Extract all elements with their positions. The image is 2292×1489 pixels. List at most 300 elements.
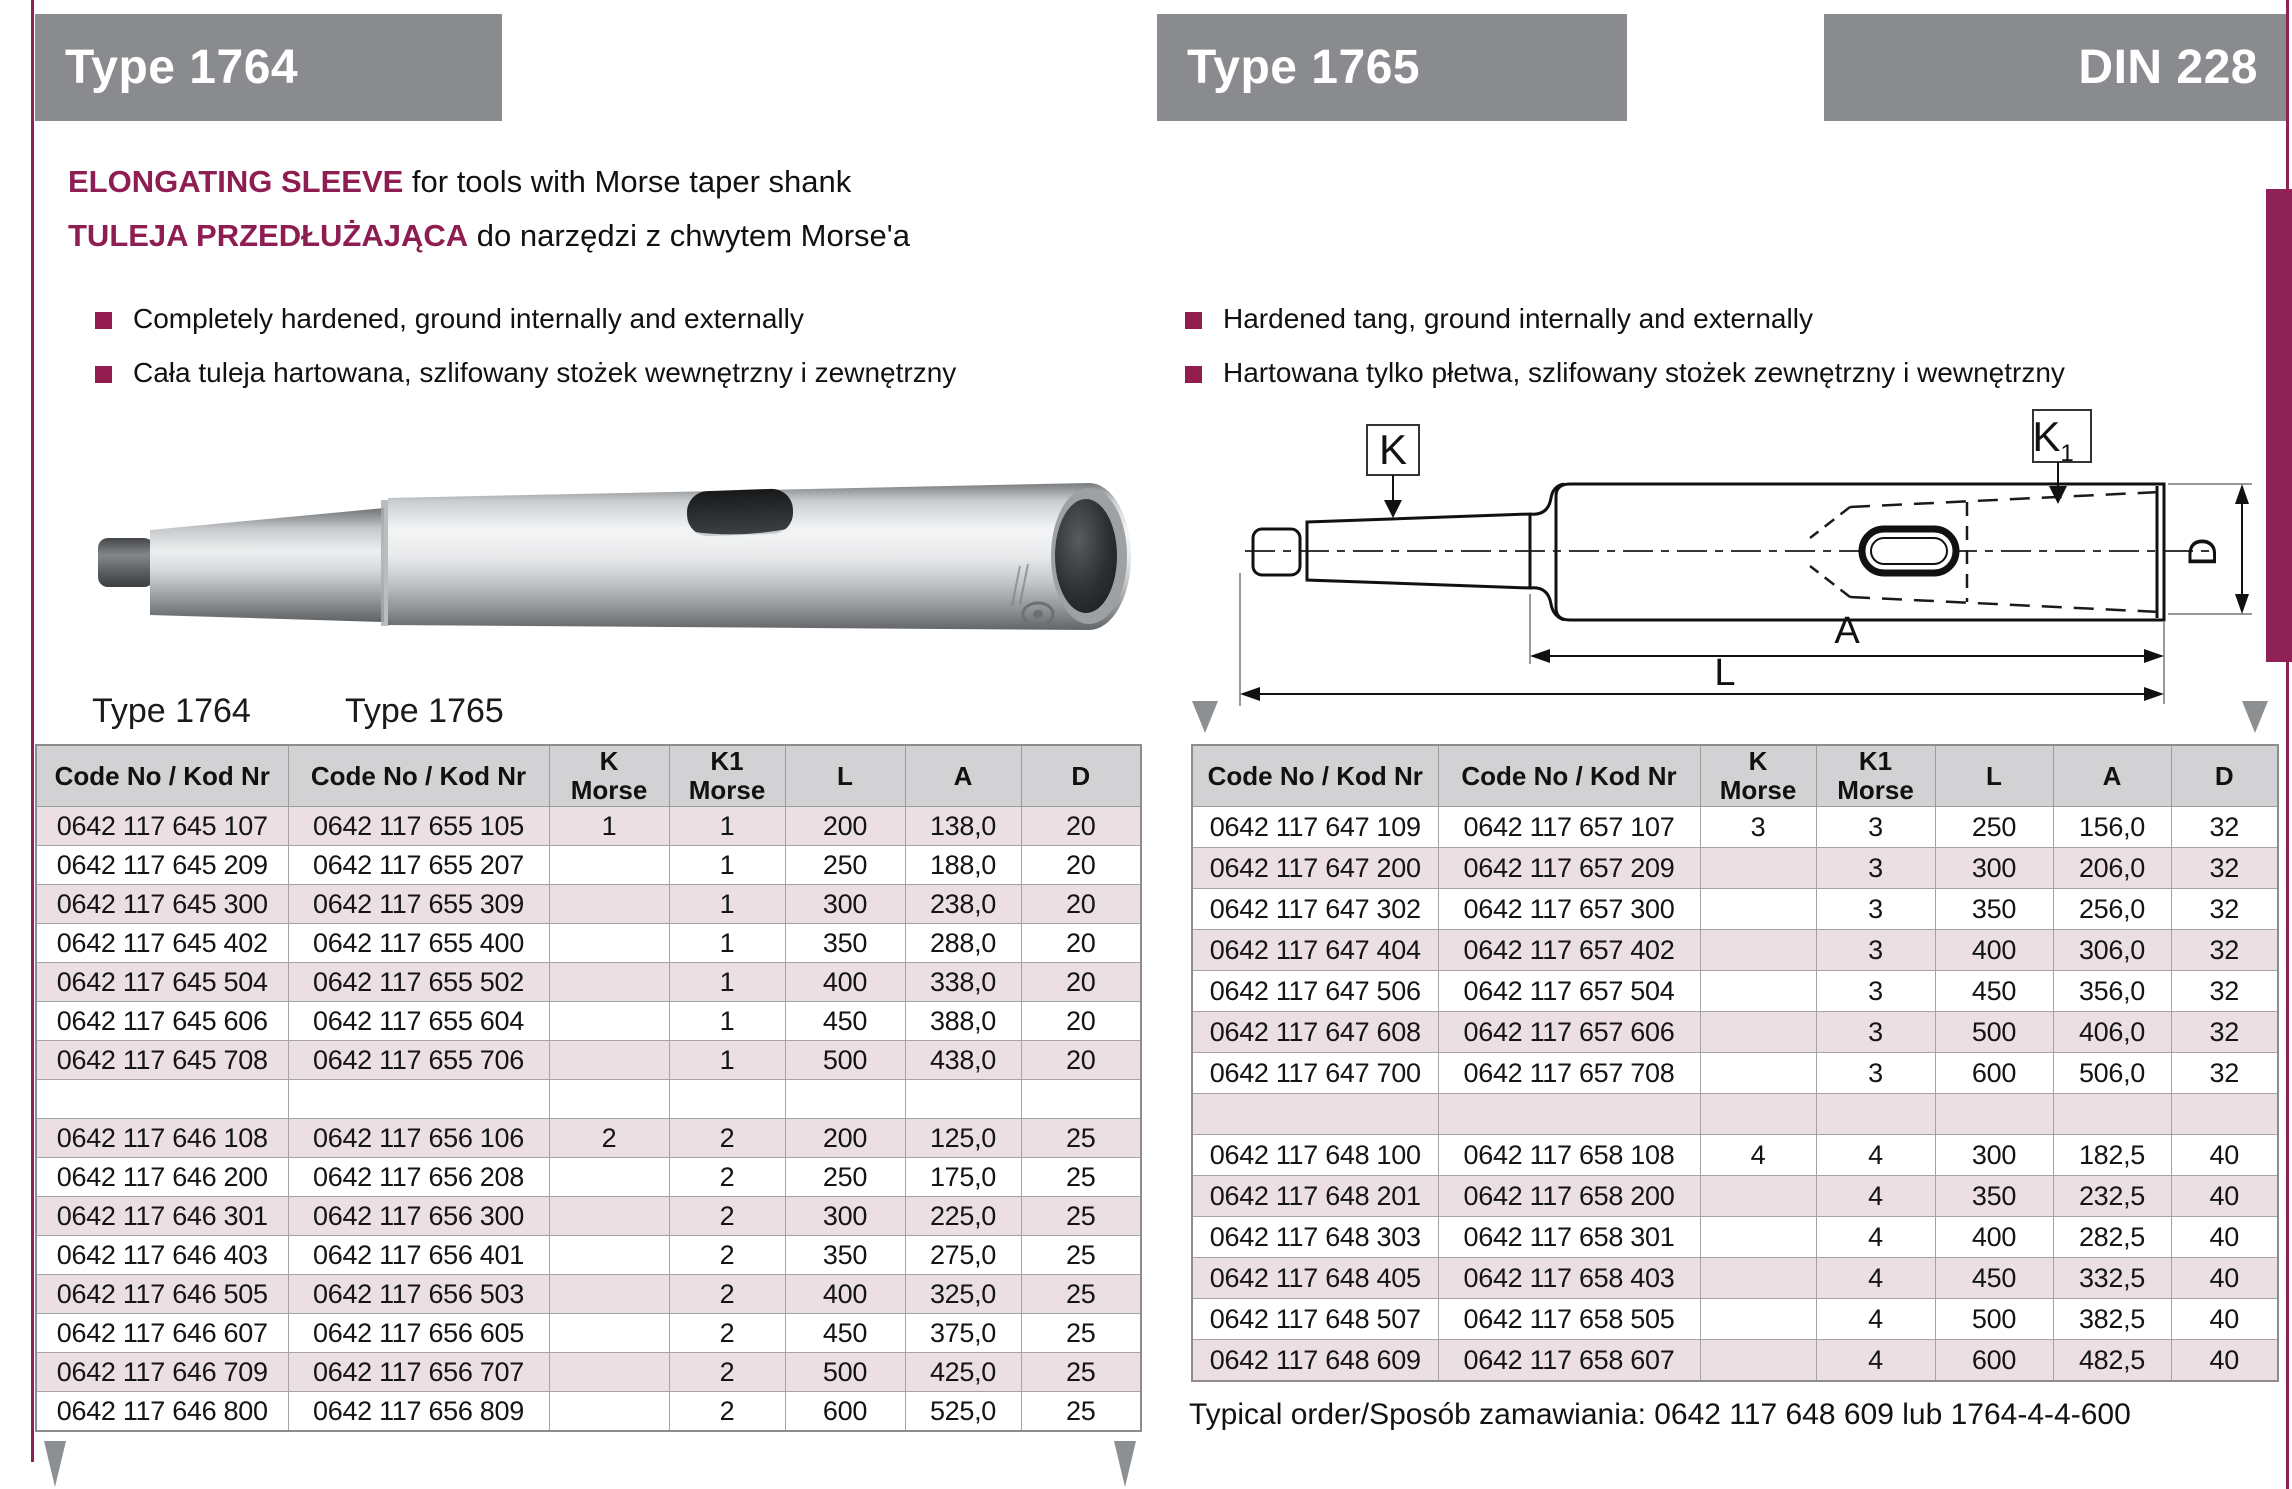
cell <box>36 1080 288 1119</box>
cell: 2 <box>669 1158 785 1197</box>
cell <box>549 1197 669 1236</box>
l-dim-label: L <box>1714 652 1736 694</box>
cell: 20 <box>1021 924 1141 963</box>
cell <box>1700 1176 1816 1217</box>
cell <box>1021 1080 1141 1119</box>
cell: 40 <box>2171 1299 2278 1340</box>
cell: 0642 117 658 200 <box>1438 1176 1700 1217</box>
cell: 3 <box>1700 807 1816 848</box>
table-row <box>36 924 1141 963</box>
cell: 450 <box>785 1314 905 1353</box>
cell: 0642 117 645 300 <box>36 885 288 924</box>
table-header-row <box>36 745 1141 807</box>
table-row <box>36 807 1141 846</box>
cell: 32 <box>2171 971 2278 1012</box>
cell: 32 <box>2171 1053 2278 1094</box>
cell <box>1700 1217 1816 1258</box>
k1-label-sub: 1 <box>2060 440 2074 467</box>
cell <box>1192 1094 1438 1135</box>
drawing-slot-inner <box>1871 538 1947 564</box>
cell: 0642 117 657 402 <box>1438 930 1700 971</box>
cell: 0642 117 655 400 <box>288 924 549 963</box>
cell: 0642 117 648 507 <box>1192 1299 1438 1340</box>
cell: 4 <box>1700 1135 1816 1176</box>
column-header <box>1816 745 1935 807</box>
cell: 406,0 <box>2053 1012 2171 1053</box>
cell: 25 <box>1021 1119 1141 1158</box>
column-header-line1: Code No / Kod Nr <box>1461 760 1677 791</box>
cell: 175,0 <box>905 1158 1021 1197</box>
feature-right-1: Hardened tang, ground internally and externally <box>1223 303 1813 334</box>
cell: 500 <box>785 1041 905 1080</box>
cell: 0642 117 656 401 <box>288 1236 549 1275</box>
cell: 0642 117 655 604 <box>288 1002 549 1041</box>
cell: 0642 117 645 107 <box>36 807 288 846</box>
cell: 0642 117 656 503 <box>288 1275 549 1314</box>
column-header <box>36 745 288 807</box>
photo-bore <box>1055 499 1117 613</box>
cell: 4 <box>1816 1340 1935 1382</box>
table-row <box>1192 848 2278 889</box>
column-header-line1: K <box>599 746 619 777</box>
product-title-en-bold: ELONGATING SLEEVE <box>68 164 404 199</box>
left-margin-rule <box>31 0 34 1462</box>
cell: 400 <box>785 963 905 1002</box>
cell: 0642 117 647 404 <box>1192 930 1438 971</box>
cell: 2 <box>669 1236 785 1275</box>
cell: 0642 117 648 100 <box>1192 1135 1438 1176</box>
cell <box>549 1158 669 1197</box>
cell: 2 <box>549 1119 669 1158</box>
cell: 25 <box>1021 1353 1141 1392</box>
cell <box>2171 1094 2278 1135</box>
table-row <box>1192 807 2278 848</box>
cell: 0642 117 648 405 <box>1192 1258 1438 1299</box>
photo-step <box>381 500 389 626</box>
spec-table-1764-1765-right <box>1191 744 2279 1382</box>
cell: 40 <box>2171 1340 2278 1382</box>
l-arrow-right-icon <box>2144 687 2164 701</box>
cell: 250 <box>785 1158 905 1197</box>
cell: 20 <box>1021 1002 1141 1041</box>
section-marker-triangle-icon <box>1114 1441 1136 1487</box>
column-header-line1: K1 <box>710 746 744 777</box>
cell: 350 <box>785 1236 905 1275</box>
cell: 600 <box>1935 1340 2053 1382</box>
cell: 0642 117 646 108 <box>36 1119 288 1158</box>
column-header-line2: Morse <box>688 775 766 805</box>
cell <box>549 1353 669 1392</box>
cell: 400 <box>785 1275 905 1314</box>
bullet-square-icon <box>1185 366 1202 383</box>
cell <box>549 1314 669 1353</box>
cell: 0642 117 656 605 <box>288 1314 549 1353</box>
banner-din-228 <box>1824 14 2286 121</box>
cell: 1 <box>669 963 785 1002</box>
feature-left-2: Cała tuleja hartowana, szlifowany stożek wewnętrzny i zewnętrzny <box>133 357 957 388</box>
cell: 275,0 <box>905 1236 1021 1275</box>
column-header-line1: L <box>837 760 853 791</box>
photo-stamp-dot <box>1033 610 1043 618</box>
cell: 3 <box>1816 1053 1935 1094</box>
table-row <box>1192 1176 2278 1217</box>
cell: 0642 117 655 309 <box>288 885 549 924</box>
cell: 0642 117 658 403 <box>1438 1258 1700 1299</box>
cell: 350 <box>1935 1176 2053 1217</box>
cell <box>785 1080 905 1119</box>
cell: 4 <box>1816 1258 1935 1299</box>
cell: 0642 117 656 208 <box>288 1158 549 1197</box>
product-title-pl-rest: do narzędzi z chwytem Morse'a <box>468 218 910 253</box>
photo-tang <box>98 538 154 587</box>
cell: 0642 117 647 608 <box>1192 1012 1438 1053</box>
cell: 600 <box>785 1392 905 1432</box>
cell: 3 <box>1816 930 1935 971</box>
cell: 0642 117 646 709 <box>36 1353 288 1392</box>
cell: 1 <box>549 807 669 846</box>
cell: 0642 117 655 706 <box>288 1041 549 1080</box>
table-row <box>36 1002 1141 1041</box>
cell: 20 <box>1021 807 1141 846</box>
cell: 0642 117 645 606 <box>36 1002 288 1041</box>
typical-order-note: Typical order/Sposób zamawiania: 0642 117 648 609 lub 1764-4-4-600 <box>1189 1398 2131 1431</box>
cell: 25 <box>1021 1236 1141 1275</box>
bullet-square-icon <box>95 312 112 329</box>
cell: 225,0 <box>905 1197 1021 1236</box>
table-row <box>1192 1094 2278 1135</box>
cell: 338,0 <box>905 963 1021 1002</box>
column-header <box>1438 745 1700 807</box>
cell: 0642 117 657 708 <box>1438 1053 1700 1094</box>
column-header-line1: Code No / Kod Nr <box>54 760 270 791</box>
cell: 0642 117 657 606 <box>1438 1012 1700 1053</box>
cell: 40 <box>2171 1217 2278 1258</box>
cell <box>549 1002 669 1041</box>
cell <box>1700 930 1816 971</box>
cell <box>905 1080 1021 1119</box>
column-header-line1: A <box>2102 760 2122 791</box>
cell: 25 <box>1021 1197 1141 1236</box>
section-marker-triangle-icon <box>2242 701 2268 733</box>
banner-type-1764-label: Type 1764 <box>65 41 299 94</box>
cell <box>1438 1094 1700 1135</box>
cell <box>549 1041 669 1080</box>
cell <box>549 1392 669 1432</box>
cell <box>288 1080 549 1119</box>
cell <box>1816 1094 1935 1135</box>
cell: 0642 117 658 108 <box>1438 1135 1700 1176</box>
column-header <box>1192 745 1438 807</box>
photo-caption-1765: Type 1765 <box>345 692 504 730</box>
table-row <box>36 963 1141 1002</box>
feature-right-2: Hartowana tylko płetwa, szlifowany stożek zewnętrzny i wewnętrzny <box>1223 357 2065 388</box>
cell: 375,0 <box>905 1314 1021 1353</box>
cell: 0642 117 647 700 <box>1192 1053 1438 1094</box>
spec-table-1764-1765-left <box>35 744 1142 1432</box>
column-header <box>1021 745 1141 807</box>
cell: 238,0 <box>905 885 1021 924</box>
section-marker-triangle-icon <box>44 1441 66 1487</box>
cell: 25 <box>1021 1275 1141 1314</box>
feature-left-1: Completely hardened, ground internally and externally <box>133 303 804 334</box>
cell: 0642 117 648 303 <box>1192 1217 1438 1258</box>
column-header-line1: L <box>1986 760 2002 791</box>
cell <box>669 1080 785 1119</box>
cell: 0642 117 647 302 <box>1192 889 1438 930</box>
l-arrow-left-icon <box>1240 687 1260 701</box>
cell: 32 <box>2171 1012 2278 1053</box>
cell: 400 <box>1935 1217 2053 1258</box>
cell: 4 <box>1816 1217 1935 1258</box>
cell: 0642 117 645 708 <box>36 1041 288 1080</box>
column-header-line2: Morse <box>1837 775 1914 805</box>
cell <box>549 963 669 1002</box>
cell: 0642 117 645 209 <box>36 846 288 885</box>
cell: 2 <box>669 1392 785 1432</box>
cell: 0642 117 646 505 <box>36 1275 288 1314</box>
cell: 4 <box>1816 1299 1935 1340</box>
column-header <box>2053 745 2171 807</box>
cell: 500 <box>1935 1299 2053 1340</box>
technical-drawing <box>1150 398 2292 738</box>
column-header-line1: Code No / Kod Nr <box>1207 760 1423 791</box>
bullet-square-icon <box>1185 312 1202 329</box>
product-title-pl <box>68 218 910 254</box>
cell: 0642 117 655 207 <box>288 846 549 885</box>
table-row <box>36 846 1141 885</box>
cell <box>1700 971 1816 1012</box>
cell: 438,0 <box>905 1041 1021 1080</box>
cell: 0642 117 657 504 <box>1438 971 1700 1012</box>
photo-taper-shank <box>150 508 384 622</box>
cell: 188,0 <box>905 846 1021 885</box>
cell: 156,0 <box>2053 807 2171 848</box>
cell: 3 <box>1816 971 1935 1012</box>
cell: 500 <box>785 1353 905 1392</box>
cell: 3 <box>1816 1012 1935 1053</box>
cell <box>549 846 669 885</box>
table-row <box>36 1314 1141 1353</box>
cell: 0642 117 646 301 <box>36 1197 288 1236</box>
cell: 300 <box>1935 1135 2053 1176</box>
cell: 2 <box>669 1275 785 1314</box>
cell <box>549 1275 669 1314</box>
cell: 20 <box>1021 963 1141 1002</box>
cell <box>1700 1053 1816 1094</box>
photo-caption-1764: Type 1764 <box>92 692 251 730</box>
cell: 400 <box>1935 930 2053 971</box>
column-header-line1: Code No / Kod Nr <box>310 760 527 791</box>
column-header-line1: D <box>2214 760 2234 791</box>
photo-slot <box>686 488 794 537</box>
cell: 32 <box>2171 848 2278 889</box>
table-row <box>36 1041 1141 1080</box>
cell: 32 <box>2171 807 2278 848</box>
cell: 2 <box>669 1314 785 1353</box>
cell: 0642 117 656 300 <box>288 1197 549 1236</box>
cell: 232,5 <box>2053 1176 2171 1217</box>
k-arrow-icon <box>1384 500 1402 518</box>
cell: 25 <box>1021 1392 1141 1432</box>
cell: 0642 117 646 200 <box>36 1158 288 1197</box>
cell: 300 <box>1935 848 2053 889</box>
table-row <box>1192 1258 2278 1299</box>
table-row <box>1192 971 2278 1012</box>
table-row <box>36 1353 1141 1392</box>
cell: 0642 117 657 107 <box>1438 807 1700 848</box>
table-row <box>1192 1012 2278 1053</box>
table-row <box>1192 889 2278 930</box>
cell <box>549 924 669 963</box>
cell: 0642 117 655 502 <box>288 963 549 1002</box>
table-row <box>36 1158 1141 1197</box>
cell: 450 <box>1935 971 2053 1012</box>
column-header <box>1700 745 1816 807</box>
cell: 200 <box>785 1119 905 1158</box>
cell: 1 <box>669 924 785 963</box>
a-arrow-right-icon <box>2144 649 2164 663</box>
cell: 600 <box>1935 1053 2053 1094</box>
column-header <box>1935 745 2053 807</box>
cell: 1 <box>669 1041 785 1080</box>
table-row <box>36 1392 1141 1432</box>
cell <box>1700 1012 1816 1053</box>
cell: 0642 117 647 506 <box>1192 971 1438 1012</box>
k-label: K <box>1378 426 1408 473</box>
k1-label-base: K <box>2032 413 2061 460</box>
d-dim-label: D <box>2181 537 2225 567</box>
cell: 3 <box>1816 807 1935 848</box>
cell: 425,0 <box>905 1353 1021 1392</box>
cell: 0642 117 645 402 <box>36 924 288 963</box>
cell: 25 <box>1021 1158 1141 1197</box>
cell: 40 <box>2171 1176 2278 1217</box>
cell: 25 <box>1021 1314 1141 1353</box>
cell: 525,0 <box>905 1392 1021 1432</box>
cell: 0642 117 655 105 <box>288 807 549 846</box>
column-header <box>669 745 785 807</box>
cell: 0642 117 646 800 <box>36 1392 288 1432</box>
cell: 3 <box>1816 889 1935 930</box>
cell: 20 <box>1021 1041 1141 1080</box>
column-header-line1: A <box>953 760 973 791</box>
cell: 2 <box>669 1119 785 1158</box>
cell: 382,5 <box>2053 1299 2171 1340</box>
bullet-square-icon <box>95 366 112 383</box>
section-marker-triangle-icon <box>1192 701 1218 733</box>
cell: 0642 117 648 609 <box>1192 1340 1438 1382</box>
table-row <box>36 1119 1141 1158</box>
cell: 40 <box>2171 1258 2278 1299</box>
cell: 288,0 <box>905 924 1021 963</box>
column-header-line2: Morse <box>1719 775 1797 805</box>
cell <box>549 1080 669 1119</box>
cell <box>549 885 669 924</box>
cell: 0642 117 646 607 <box>36 1314 288 1353</box>
cell <box>1700 889 1816 930</box>
cell: 3 <box>1816 848 1935 889</box>
banner-type-1765-label: Type 1765 <box>1187 41 1421 94</box>
cell: 450 <box>1935 1258 2053 1299</box>
cell: 450 <box>785 1002 905 1041</box>
cell: 206,0 <box>2053 848 2171 889</box>
cell <box>1700 1340 1816 1382</box>
cell: 4 <box>1816 1176 1935 1217</box>
table-row <box>36 1236 1141 1275</box>
a-dim-label: A <box>1834 610 1860 652</box>
cell: 138,0 <box>905 807 1021 846</box>
cell <box>1700 1258 1816 1299</box>
column-header <box>288 745 549 807</box>
banner-din-228-label: DIN 228 <box>2078 41 2258 94</box>
column-header-line1: K <box>1748 746 1768 777</box>
cell: 1 <box>669 807 785 846</box>
cell: 0642 117 657 300 <box>1438 889 1700 930</box>
cell: 500 <box>1935 1012 2053 1053</box>
cell <box>1700 1094 1816 1135</box>
cell: 32 <box>2171 889 2278 930</box>
cell: 0642 117 657 209 <box>1438 848 1700 889</box>
banner-type-1765 <box>1157 14 1627 121</box>
cell: 0642 117 658 607 <box>1438 1340 1700 1382</box>
cell: 0642 117 647 109 <box>1192 807 1438 848</box>
column-header-line1: D <box>1071 760 1091 791</box>
cell <box>1935 1094 2053 1135</box>
cell <box>1700 1299 1816 1340</box>
cell: 0642 117 656 106 <box>288 1119 549 1158</box>
cell: 125,0 <box>905 1119 1021 1158</box>
a-arrow-left-icon <box>1530 649 1550 663</box>
cell: 0642 117 656 809 <box>288 1392 549 1432</box>
product-photo <box>90 438 1140 710</box>
cell: 40 <box>2171 1135 2278 1176</box>
banner-type-1764 <box>35 14 502 121</box>
cell: 2 <box>669 1353 785 1392</box>
cell: 325,0 <box>905 1275 1021 1314</box>
cell <box>2053 1094 2171 1135</box>
cell <box>549 1236 669 1275</box>
cell: 4 <box>1816 1135 1935 1176</box>
cell: 0642 117 647 200 <box>1192 848 1438 889</box>
cell: 1 <box>669 1002 785 1041</box>
column-header <box>549 745 669 807</box>
column-header-line1: K1 <box>1858 746 1893 777</box>
column-header <box>905 745 1021 807</box>
cell: 506,0 <box>2053 1053 2171 1094</box>
d-arrow-down-icon <box>2235 594 2249 614</box>
table-row <box>1192 1340 2278 1382</box>
cell <box>1700 848 1816 889</box>
table-row <box>36 885 1141 924</box>
column-header-line2: Morse <box>570 775 648 805</box>
table-row <box>1192 1217 2278 1258</box>
cell: 356,0 <box>2053 971 2171 1012</box>
table-row <box>1192 930 2278 971</box>
cell: 0642 117 648 201 <box>1192 1176 1438 1217</box>
cell: 0642 117 645 504 <box>36 963 288 1002</box>
table-row <box>1192 1299 2278 1340</box>
cell: 0642 117 658 301 <box>1438 1217 1700 1258</box>
cell: 300 <box>785 1197 905 1236</box>
cell: 2 <box>669 1197 785 1236</box>
d-arrow-up-icon <box>2235 484 2249 504</box>
product-title-en <box>68 164 851 200</box>
cell: 350 <box>1935 889 2053 930</box>
cell: 0642 117 658 505 <box>1438 1299 1700 1340</box>
cell: 1 <box>669 846 785 885</box>
cell: 256,0 <box>2053 889 2171 930</box>
table-row <box>36 1197 1141 1236</box>
